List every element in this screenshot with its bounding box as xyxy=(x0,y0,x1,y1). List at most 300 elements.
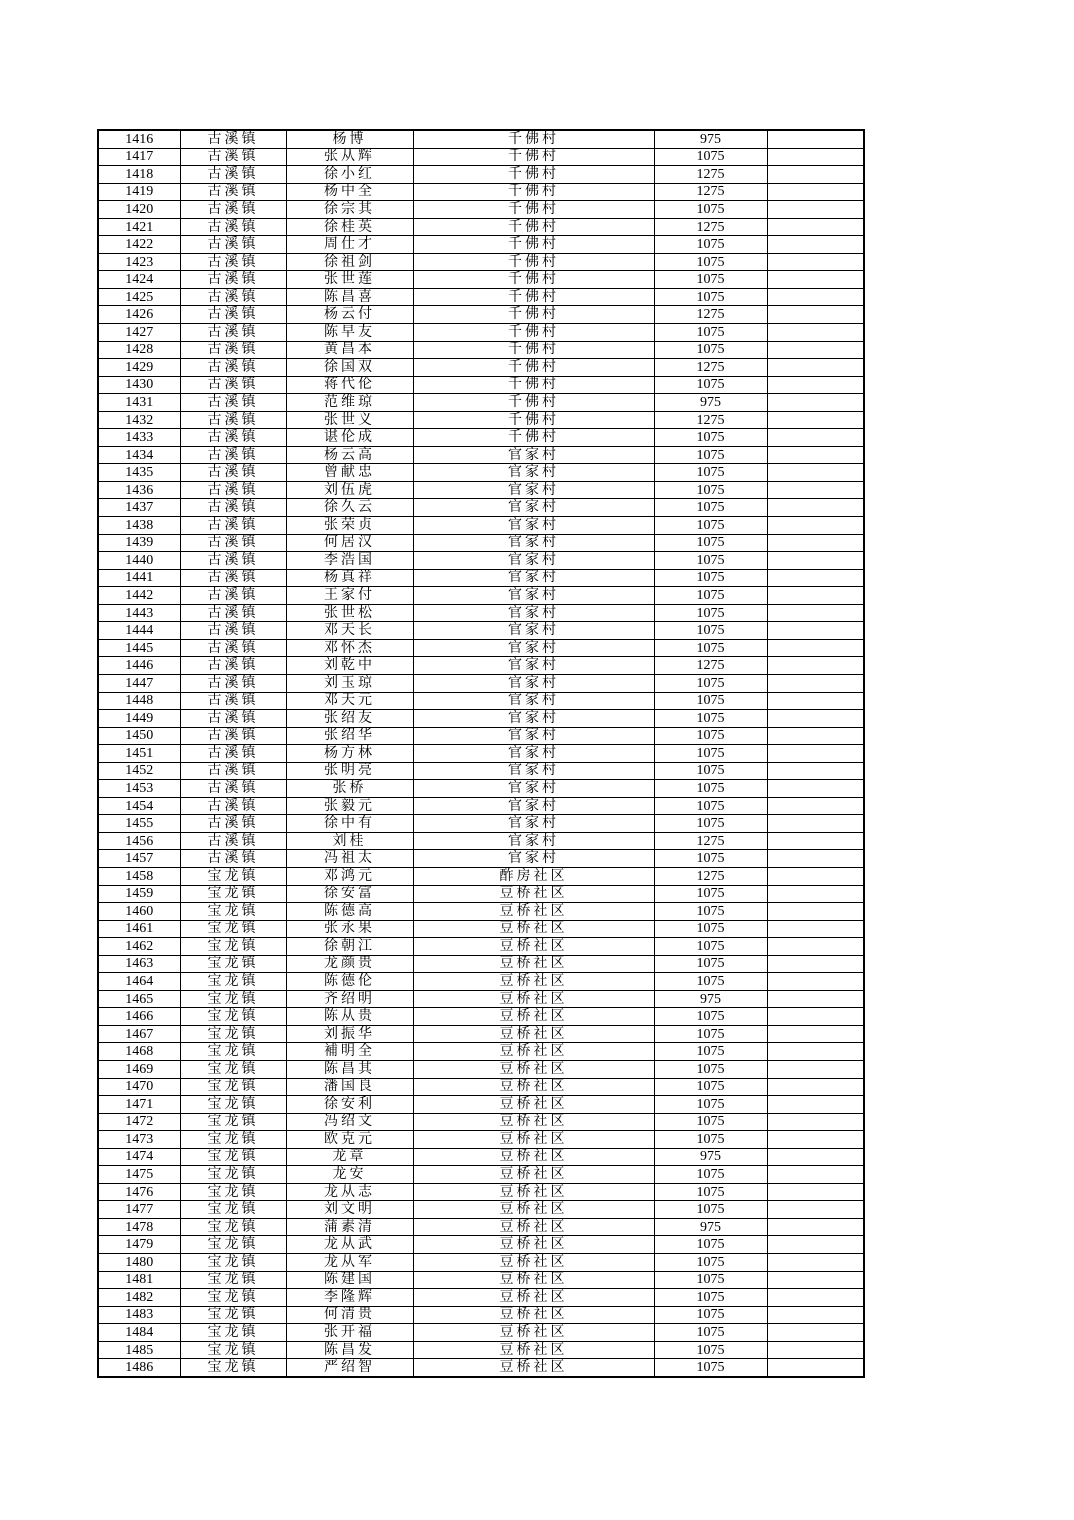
cell-name: 张绍友 xyxy=(286,710,413,728)
cell-note xyxy=(767,288,864,306)
table-row xyxy=(98,253,864,271)
cell-amount: 1075 xyxy=(654,797,767,815)
cell-town: 古溪镇 xyxy=(180,359,286,377)
cell-no: 1416 xyxy=(98,130,180,148)
table-row xyxy=(98,359,864,377)
cell-village: 豆桥社区 xyxy=(413,1271,654,1289)
table-row xyxy=(98,938,864,956)
cell-note xyxy=(767,938,864,956)
cell-town: 古溪镇 xyxy=(180,552,286,570)
cell-amount: 1075 xyxy=(654,341,767,359)
cell-no: 1418 xyxy=(98,166,180,184)
cell-note xyxy=(767,903,864,921)
cell-amount: 1075 xyxy=(654,973,767,991)
cell-town: 古溪镇 xyxy=(180,218,286,236)
table-row xyxy=(98,1183,864,1201)
cell-name: 严绍智 xyxy=(286,1359,413,1377)
table-row xyxy=(98,499,864,517)
cell-no: 1461 xyxy=(98,920,180,938)
table-row xyxy=(98,1166,864,1184)
table-row xyxy=(98,727,864,745)
cell-village: 豆桥社区 xyxy=(413,1289,654,1307)
table-row xyxy=(98,1271,864,1289)
cell-note xyxy=(767,955,864,973)
table-row xyxy=(98,1254,864,1272)
cell-note xyxy=(767,780,864,798)
cell-no: 1454 xyxy=(98,797,180,815)
table-row xyxy=(98,885,864,903)
cell-amount: 975 xyxy=(654,990,767,1008)
cell-village: 豆桥社区 xyxy=(413,955,654,973)
cell-name: 张桥 xyxy=(286,780,413,798)
table-row xyxy=(98,674,864,692)
cell-amount: 1075 xyxy=(654,324,767,342)
table-row xyxy=(98,534,864,552)
cell-name: 刘伍虎 xyxy=(286,481,413,499)
cell-no: 1484 xyxy=(98,1324,180,1342)
cell-amount: 1075 xyxy=(654,534,767,552)
cell-no: 1422 xyxy=(98,236,180,254)
table-row xyxy=(98,324,864,342)
cell-no: 1465 xyxy=(98,990,180,1008)
cell-village: 官家村 xyxy=(413,604,654,622)
cell-name: 张世莲 xyxy=(286,271,413,289)
table-row xyxy=(98,306,864,324)
cell-no: 1429 xyxy=(98,359,180,377)
table-row xyxy=(98,148,864,166)
cell-town: 宝龙镇 xyxy=(180,955,286,973)
cell-town: 古溪镇 xyxy=(180,481,286,499)
cell-note xyxy=(767,499,864,517)
table-row xyxy=(98,710,864,728)
cell-name: 陈昌发 xyxy=(286,1341,413,1359)
cell-amount: 1075 xyxy=(654,955,767,973)
cell-note xyxy=(767,867,864,885)
cell-amount: 1075 xyxy=(654,1289,767,1307)
table-row xyxy=(98,288,864,306)
cell-name: 蒋代伦 xyxy=(286,376,413,394)
cell-no: 1446 xyxy=(98,657,180,675)
cell-name: 龙颜贵 xyxy=(286,955,413,973)
table-row xyxy=(98,411,864,429)
cell-no: 1430 xyxy=(98,376,180,394)
table-row xyxy=(98,639,864,657)
cell-amount: 1075 xyxy=(654,552,767,570)
cell-amount: 1075 xyxy=(654,569,767,587)
cell-name: 陈从贵 xyxy=(286,1008,413,1026)
cell-amount: 1075 xyxy=(654,1043,767,1061)
cell-town: 宝龙镇 xyxy=(180,1324,286,1342)
cell-no: 1463 xyxy=(98,955,180,973)
table-row xyxy=(98,604,864,622)
cell-note xyxy=(767,1359,864,1377)
cell-name: 范维琼 xyxy=(286,394,413,412)
cell-name: 陈昌其 xyxy=(286,1060,413,1078)
cell-note xyxy=(767,1289,864,1307)
cell-name: 龙从志 xyxy=(286,1183,413,1201)
table-row xyxy=(98,587,864,605)
table-row xyxy=(98,1008,864,1026)
table-row xyxy=(98,183,864,201)
cell-town: 宝龙镇 xyxy=(180,1306,286,1324)
cell-note xyxy=(767,1324,864,1342)
table-row xyxy=(98,797,864,815)
table-row xyxy=(98,552,864,570)
table-row xyxy=(98,201,864,219)
cell-note xyxy=(767,481,864,499)
cell-village: 千佛村 xyxy=(413,201,654,219)
cell-village: 官家村 xyxy=(413,797,654,815)
cell-note xyxy=(767,218,864,236)
cell-note xyxy=(767,639,864,657)
cell-village: 豆桥社区 xyxy=(413,1043,654,1061)
cell-note xyxy=(767,710,864,728)
cell-name: 王家付 xyxy=(286,587,413,605)
cell-town: 古溪镇 xyxy=(180,762,286,780)
cell-name: 杨真祥 xyxy=(286,569,413,587)
cell-amount: 1075 xyxy=(654,1166,767,1184)
cell-village: 豆桥社区 xyxy=(413,1166,654,1184)
cell-name: 刘文明 xyxy=(286,1201,413,1219)
cell-village: 官家村 xyxy=(413,587,654,605)
cell-no: 1424 xyxy=(98,271,180,289)
cell-name: 陈德高 xyxy=(286,903,413,921)
cell-town: 古溪镇 xyxy=(180,534,286,552)
cell-no: 1437 xyxy=(98,499,180,517)
cell-no: 1433 xyxy=(98,429,180,447)
cell-town: 古溪镇 xyxy=(180,306,286,324)
cell-name: 刘振华 xyxy=(286,1025,413,1043)
cell-name: 张世义 xyxy=(286,411,413,429)
cell-town: 古溪镇 xyxy=(180,429,286,447)
cell-no: 1478 xyxy=(98,1218,180,1236)
cell-name: 龙安 xyxy=(286,1166,413,1184)
cell-town: 古溪镇 xyxy=(180,622,286,640)
cell-no: 1441 xyxy=(98,569,180,587)
cell-town: 古溪镇 xyxy=(180,394,286,412)
cell-note xyxy=(767,341,864,359)
cell-no: 1436 xyxy=(98,481,180,499)
cell-name: 何清贵 xyxy=(286,1306,413,1324)
cell-no: 1449 xyxy=(98,710,180,728)
cell-village: 豆桥社区 xyxy=(413,1341,654,1359)
cell-no: 1423 xyxy=(98,253,180,271)
table-row xyxy=(98,657,864,675)
table-row xyxy=(98,1289,864,1307)
cell-note xyxy=(767,376,864,394)
cell-no: 1421 xyxy=(98,218,180,236)
cell-town: 宝龙镇 xyxy=(180,867,286,885)
cell-village: 千佛村 xyxy=(413,271,654,289)
cell-amount: 1075 xyxy=(654,920,767,938)
cell-note xyxy=(767,762,864,780)
cell-no: 1464 xyxy=(98,973,180,991)
cell-name: 陈建国 xyxy=(286,1271,413,1289)
cell-town: 古溪镇 xyxy=(180,692,286,710)
cell-name: 龙章 xyxy=(286,1148,413,1166)
cell-amount: 1075 xyxy=(654,253,767,271)
cell-name: 周仕才 xyxy=(286,236,413,254)
cell-village: 官家村 xyxy=(413,745,654,763)
cell-village: 豆桥社区 xyxy=(413,1236,654,1254)
cell-amount: 1075 xyxy=(654,903,767,921)
cell-village: 千佛村 xyxy=(413,429,654,447)
cell-no: 1453 xyxy=(98,780,180,798)
cell-note xyxy=(767,727,864,745)
cell-note xyxy=(767,1096,864,1114)
cell-village: 豆桥社区 xyxy=(413,885,654,903)
cell-no: 1447 xyxy=(98,674,180,692)
cell-name: 齐绍明 xyxy=(286,990,413,1008)
cell-town: 宝龙镇 xyxy=(180,1148,286,1166)
cell-village: 官家村 xyxy=(413,727,654,745)
cell-note xyxy=(767,1078,864,1096)
cell-note xyxy=(767,622,864,640)
cell-amount: 1075 xyxy=(654,481,767,499)
cell-name: 杨云高 xyxy=(286,446,413,464)
table-row xyxy=(98,780,864,798)
cell-amount: 1075 xyxy=(654,1113,767,1131)
cell-name: 陈昌喜 xyxy=(286,288,413,306)
cell-no: 1420 xyxy=(98,201,180,219)
cell-note xyxy=(767,1166,864,1184)
cell-no: 1468 xyxy=(98,1043,180,1061)
cell-note xyxy=(767,324,864,342)
cell-note xyxy=(767,745,864,763)
cell-note xyxy=(767,552,864,570)
cell-amount: 1075 xyxy=(654,587,767,605)
table-row xyxy=(98,1078,864,1096)
cell-no: 1443 xyxy=(98,604,180,622)
cell-note xyxy=(767,148,864,166)
cell-name: 邓鸿元 xyxy=(286,867,413,885)
cell-note xyxy=(767,394,864,412)
cell-note xyxy=(767,429,864,447)
cell-town: 古溪镇 xyxy=(180,446,286,464)
cell-note xyxy=(767,236,864,254)
cell-note xyxy=(767,587,864,605)
cell-no: 1470 xyxy=(98,1078,180,1096)
cell-no: 1477 xyxy=(98,1201,180,1219)
cell-name: 曾献忠 xyxy=(286,464,413,482)
cell-town: 宝龙镇 xyxy=(180,990,286,1008)
cell-town: 古溪镇 xyxy=(180,201,286,219)
cell-name: 何居汉 xyxy=(286,534,413,552)
cell-amount: 1275 xyxy=(654,183,767,201)
cell-note xyxy=(767,534,864,552)
cell-no: 1442 xyxy=(98,587,180,605)
table-row xyxy=(98,376,864,394)
cell-amount: 1075 xyxy=(654,446,767,464)
cell-amount: 1075 xyxy=(654,604,767,622)
cell-village: 豆桥社区 xyxy=(413,1060,654,1078)
cell-amount: 975 xyxy=(654,1148,767,1166)
cell-amount: 1275 xyxy=(654,306,767,324)
table-row xyxy=(98,446,864,464)
cell-note xyxy=(767,1254,864,1272)
table-row xyxy=(98,481,864,499)
cell-name: 徐安利 xyxy=(286,1096,413,1114)
cell-name: 徐宗其 xyxy=(286,201,413,219)
cell-village: 豆桥社区 xyxy=(413,903,654,921)
cell-village: 官家村 xyxy=(413,552,654,570)
cell-no: 1452 xyxy=(98,762,180,780)
cell-name: 李隆辉 xyxy=(286,1289,413,1307)
cell-note xyxy=(767,1183,864,1201)
cell-town: 古溪镇 xyxy=(180,324,286,342)
cell-town: 宝龙镇 xyxy=(180,1254,286,1272)
cell-town: 古溪镇 xyxy=(180,253,286,271)
cell-town: 古溪镇 xyxy=(180,710,286,728)
cell-village: 千佛村 xyxy=(413,341,654,359)
cell-note xyxy=(767,604,864,622)
table-row xyxy=(98,973,864,991)
cell-amount: 1075 xyxy=(654,201,767,219)
table-row xyxy=(98,990,864,1008)
cell-village: 官家村 xyxy=(413,534,654,552)
cell-amount: 1275 xyxy=(654,411,767,429)
cell-amount: 1075 xyxy=(654,639,767,657)
cell-town: 古溪镇 xyxy=(180,376,286,394)
table-row xyxy=(98,850,864,868)
cell-amount: 1075 xyxy=(654,1078,767,1096)
cell-amount: 1075 xyxy=(654,236,767,254)
cell-amount: 975 xyxy=(654,1218,767,1236)
cell-amount: 1075 xyxy=(654,1236,767,1254)
cell-village: 千佛村 xyxy=(413,130,654,148)
cell-note xyxy=(767,1043,864,1061)
cell-amount: 1075 xyxy=(654,938,767,956)
cell-no: 1457 xyxy=(98,850,180,868)
cell-name: 黄昌本 xyxy=(286,341,413,359)
cell-town: 宝龙镇 xyxy=(180,973,286,991)
cell-village: 豆桥社区 xyxy=(413,1008,654,1026)
cell-no: 1419 xyxy=(98,183,180,201)
cell-no: 1479 xyxy=(98,1236,180,1254)
cell-amount: 1275 xyxy=(654,359,767,377)
cell-name: 谌伦成 xyxy=(286,429,413,447)
table-row xyxy=(98,130,864,148)
cell-no: 1432 xyxy=(98,411,180,429)
cell-no: 1471 xyxy=(98,1096,180,1114)
cell-note xyxy=(767,1113,864,1131)
cell-amount: 1075 xyxy=(654,148,767,166)
cell-amount: 975 xyxy=(654,394,767,412)
cell-town: 宝龙镇 xyxy=(180,1289,286,1307)
cell-note xyxy=(767,1271,864,1289)
cell-amount: 1075 xyxy=(654,815,767,833)
cell-name: 刘玉琼 xyxy=(286,674,413,692)
cell-name: 蒲素清 xyxy=(286,1218,413,1236)
cell-note xyxy=(767,1218,864,1236)
table-row xyxy=(98,271,864,289)
cell-village: 千佛村 xyxy=(413,324,654,342)
cell-village: 千佛村 xyxy=(413,288,654,306)
cell-amount: 1075 xyxy=(654,464,767,482)
table-row xyxy=(98,1025,864,1043)
cell-no: 1455 xyxy=(98,815,180,833)
cell-amount: 975 xyxy=(654,130,767,148)
cell-village: 千佛村 xyxy=(413,411,654,429)
cell-amount: 1075 xyxy=(654,745,767,763)
cell-no: 1475 xyxy=(98,1166,180,1184)
cell-note xyxy=(767,1025,864,1043)
cell-name: 张永果 xyxy=(286,920,413,938)
table-row xyxy=(98,762,864,780)
cell-no: 1428 xyxy=(98,341,180,359)
cell-amount: 1075 xyxy=(654,780,767,798)
cell-note xyxy=(767,1306,864,1324)
table-row xyxy=(98,692,864,710)
cell-note xyxy=(767,973,864,991)
cell-name: 徐安富 xyxy=(286,885,413,903)
cell-town: 宝龙镇 xyxy=(180,938,286,956)
cell-amount: 1075 xyxy=(654,850,767,868)
cell-town: 古溪镇 xyxy=(180,639,286,657)
cell-note xyxy=(767,1201,864,1219)
cell-amount: 1075 xyxy=(654,1060,767,1078)
cell-amount: 1075 xyxy=(654,1201,767,1219)
cell-name: 冯绍文 xyxy=(286,1113,413,1131)
cell-no: 1480 xyxy=(98,1254,180,1272)
cell-no: 1426 xyxy=(98,306,180,324)
cell-village: 豆桥社区 xyxy=(413,1218,654,1236)
cell-note xyxy=(767,517,864,535)
table-row xyxy=(98,1043,864,1061)
cell-note xyxy=(767,815,864,833)
cell-village: 官家村 xyxy=(413,622,654,640)
cell-no: 1431 xyxy=(98,394,180,412)
cell-no: 1467 xyxy=(98,1025,180,1043)
cell-note xyxy=(767,674,864,692)
cell-note xyxy=(767,183,864,201)
roster-table-body xyxy=(98,130,864,1377)
cell-no: 1434 xyxy=(98,446,180,464)
cell-village: 官家村 xyxy=(413,850,654,868)
cell-note xyxy=(767,446,864,464)
cell-note xyxy=(767,306,864,324)
cell-name: 潘国良 xyxy=(286,1078,413,1096)
cell-town: 古溪镇 xyxy=(180,148,286,166)
cell-name: 欧克元 xyxy=(286,1131,413,1149)
cell-note xyxy=(767,166,864,184)
table-row xyxy=(98,1324,864,1342)
cell-village: 豆桥社区 xyxy=(413,1113,654,1131)
cell-town: 古溪镇 xyxy=(180,850,286,868)
cell-note xyxy=(767,253,864,271)
table-row xyxy=(98,166,864,184)
cell-village: 豆桥社区 xyxy=(413,1306,654,1324)
cell-no: 1482 xyxy=(98,1289,180,1307)
table-row xyxy=(98,1148,864,1166)
cell-town: 古溪镇 xyxy=(180,587,286,605)
cell-no: 1425 xyxy=(98,288,180,306)
cell-amount: 1075 xyxy=(654,1359,767,1377)
cell-name: 杨博 xyxy=(286,130,413,148)
cell-no: 1440 xyxy=(98,552,180,570)
cell-name: 李浩国 xyxy=(286,552,413,570)
cell-town: 宝龙镇 xyxy=(180,885,286,903)
table-row xyxy=(98,1218,864,1236)
table-row xyxy=(98,1236,864,1254)
table-row xyxy=(98,920,864,938)
cell-town: 宝龙镇 xyxy=(180,1025,286,1043)
cell-note xyxy=(767,885,864,903)
cell-no: 1472 xyxy=(98,1113,180,1131)
cell-village: 豆桥社区 xyxy=(413,1131,654,1149)
cell-no: 1473 xyxy=(98,1131,180,1149)
cell-town: 古溪镇 xyxy=(180,499,286,517)
